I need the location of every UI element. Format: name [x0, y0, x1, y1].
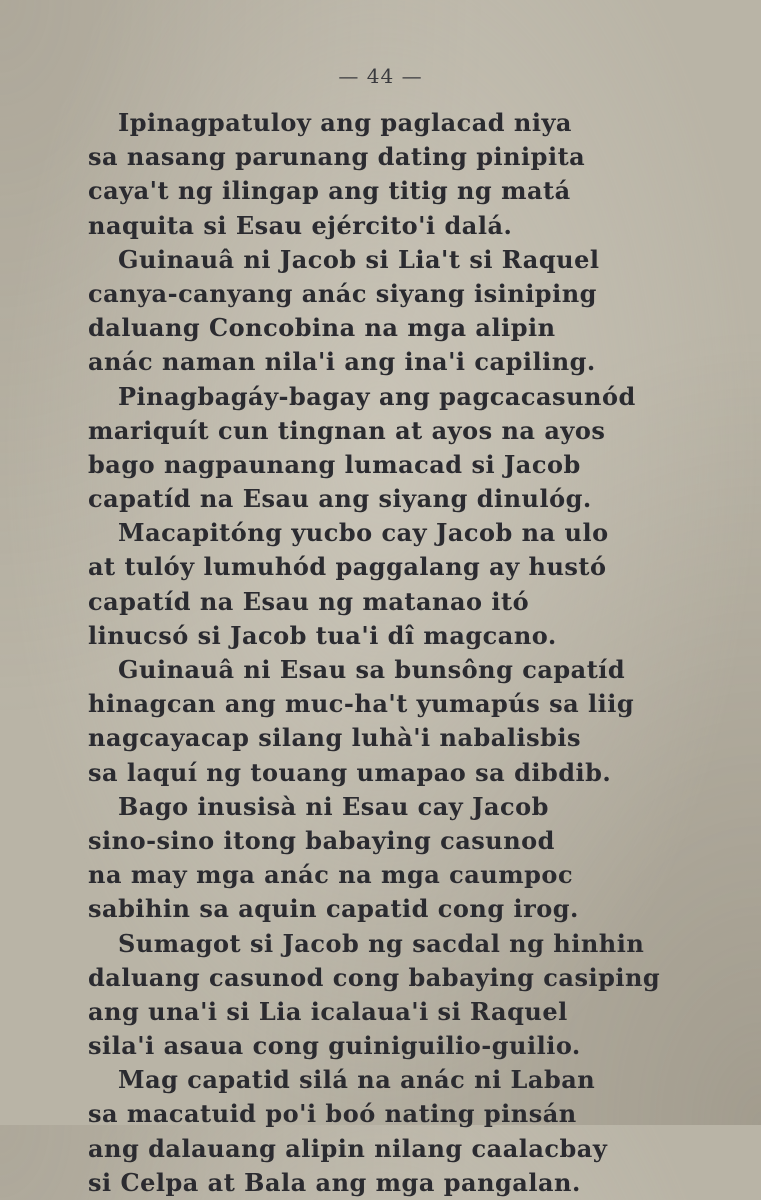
verse-line: Mag capatid silá na anác ni Laban — [118, 1065, 596, 1095]
stanza-2 — [88, 243, 658, 380]
verse-line: naquita si Esau ejército'i dalá. — [88, 210, 513, 240]
verse-line: sa laquí ng touang umapao sa dibdib. — [88, 757, 612, 787]
verse-line: mariquít cun tingnan at ayos na ayos — [88, 415, 606, 445]
stanza-6 — [88, 790, 658, 927]
stanza-1 — [88, 106, 658, 243]
verse-line: Bago inusisà ni Esau cay Jacob — [118, 791, 549, 821]
verse-line: Macapitóng yucbo cay Jacob na ulo — [118, 518, 609, 548]
verse-line: Pinagbagáy-bagay ang pagcacasunód — [118, 381, 636, 411]
verse-line: ang una'i si Lia icalaua'i si Raquel — [88, 996, 568, 1026]
verse-line: bago nagpaunang lumacad si Jacob — [88, 449, 581, 479]
verse-line: capatíd na Esau ng matanao itó — [88, 586, 530, 616]
verse-line: caya't ng ilingap ang titig ng matá — [88, 176, 571, 206]
verse-line: Guinauâ ni Esau sa bunsông capatíd — [118, 655, 626, 684]
stanza-7 — [88, 927, 661, 1064]
verse-line: sa nasang parunang dating pinipita — [88, 142, 586, 172]
stanza-4 — [88, 516, 658, 653]
verse-line: Sumagot si Jacob ng sacdal ng hinhin — [118, 928, 645, 958]
verse-line: sila'i asaua cong guiniguilio-guilio. — [88, 1031, 581, 1061]
verse-line: at tulóy lumuhód paggalang ay hustó — [88, 552, 607, 582]
verse-line: na may mga anác na mga caumpoc — [88, 860, 574, 890]
verse-line: daluang Concobina na mga alipin — [88, 313, 556, 343]
verse-line: nagcayacap silang luhà'i nabalisbis — [88, 723, 581, 753]
verse-line: Guinauâ ni Jacob si Lia't si Raquel — [118, 244, 600, 274]
verse-line: sabihin sa aquin capatid cong irog. — [88, 894, 579, 924]
verse-line: Ipinagpatuloy ang paglacad niya — [118, 108, 572, 137]
verse-line: ang dalauang alipin nilang caalacbay — [88, 1133, 608, 1163]
page-number: — 44 — — [338, 64, 423, 88]
verse-line: canya-canyang anác siyang isiniping — [88, 278, 597, 308]
verse-line: si Celpa at Bala ang mga pangalan. — [88, 1167, 581, 1197]
verse-line: daluang casunod cong babaying casiping — [88, 962, 661, 992]
stanza-3 — [88, 380, 658, 517]
verse-line: capatíd na Esau ang siyang dinulóg. — [88, 484, 592, 514]
stanza-8 — [88, 1063, 658, 1200]
stanza-5 — [88, 653, 658, 790]
verse-line: sino-sino itong babaying casunod — [88, 825, 555, 855]
verse-line: linucsó si Jacob tua'i dî magcano. — [88, 620, 557, 650]
verse-line: anác naman nila'i ang ina'i capiling. — [88, 347, 596, 377]
verse-line: sa macatuid po'i boó nating pinsán — [88, 1099, 577, 1129]
verse-line: hinagcan ang muc-ha't yumapús sa liig — [88, 689, 635, 719]
poem-text — [88, 106, 661, 1200]
